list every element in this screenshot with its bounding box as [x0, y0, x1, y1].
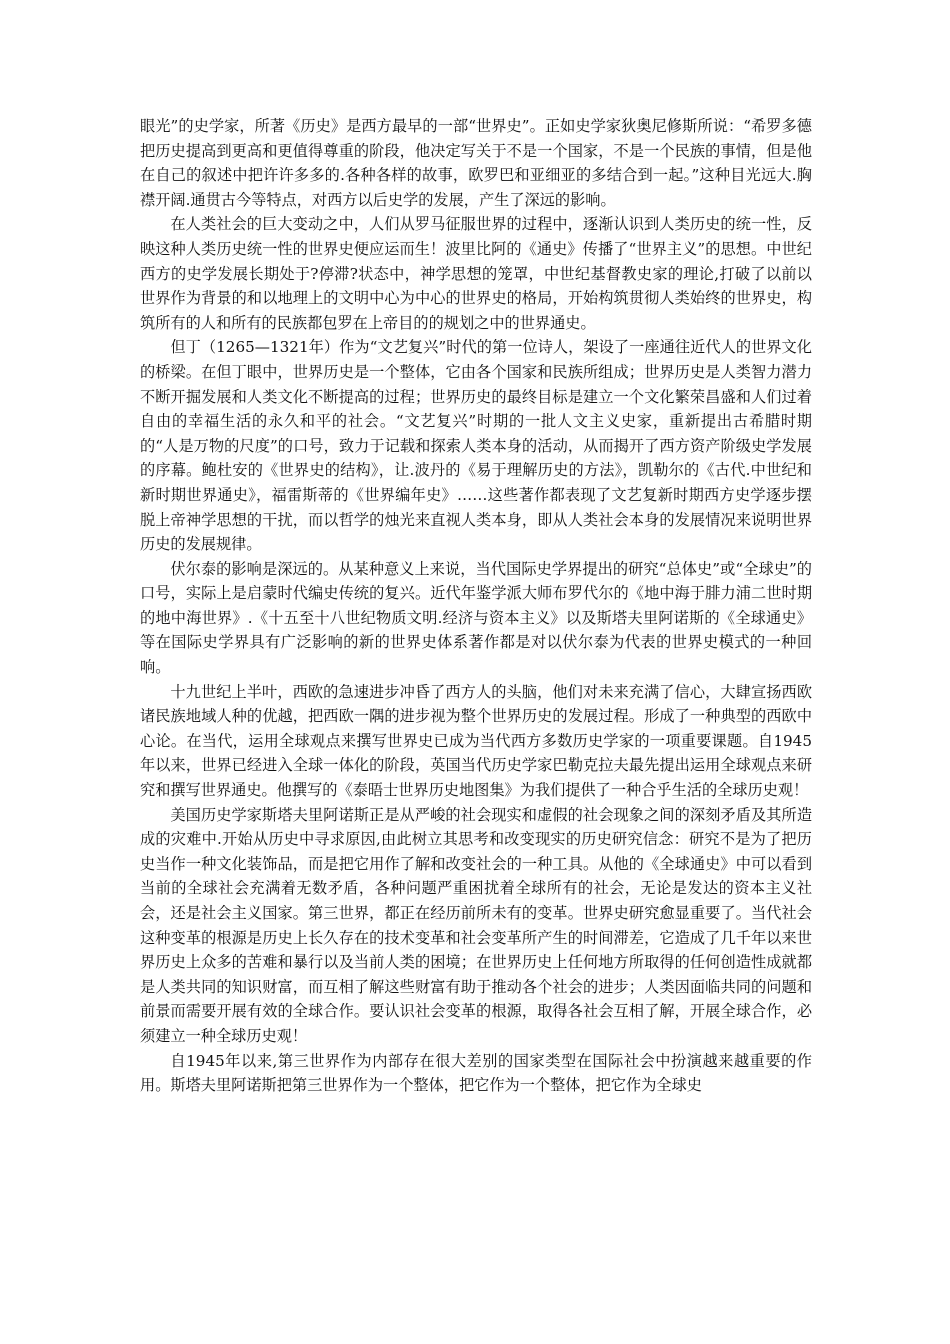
paragraph-nineteenth-century: 十九世纪上半叶，西欧的急速进步冲昏了西方人的头脑，他们对未来充满了信心，大肆宣扬西欧诸民族地域人种的优越，把西欧一隅的进步视为整个世界历史的发展过程。形成了一种典型的西欧中心论。在当代，运用全球观点来撰写世界史已成为当代西方多数历史学家的一项重要课题。自1945年以来，世界已经进入全球一体化的阶段，英国当代历史学家巴勒克拉夫最先提出运用全球观点来研究和撰写世界通史。他撰写的《泰晤士世界历史地图集》为我们提供了一种合乎生活的全球历史观！ — [140, 682, 812, 800]
document-body — [140, 114, 812, 1098]
paragraph-voltaire-influence: 伏尔泰的影响是深远的。从某种意义上来说，当代国际史学界提出的研究“总体史”或“全球史”的口号，实际上是启蒙时代编史传统的复兴。近代年鉴学派大师布罗代尔的《地中海于腓力浦二世时期的地中海世界》.《十五至十八世纪物质文明.经济与资本主义》以及斯塔夫里阿诺斯的《全球通史》等在国际史学界具有广泛影响的新的世界史体系著作都是对以伏尔泰为代表的世界史模式的一种回响。 — [140, 559, 812, 677]
paragraph-continuation: 眼光”的史学家，所著《历史》是西方最早的一部“世界史”。正如史学家狄奥尼修斯所说：“希罗多德把历史提高到更高和更值得尊重的阶段，他决定写关于不是一个国家，不是一个民族的事情，但是他在自己的叙述中把许许多多的.各种各样的故事，欧罗巴和亚细亚的多结合到一起。”这种目光远大.胸襟开阔.通贯古今等特点，对西方以后史学的发展，产生了深远的影响。 — [140, 117, 812, 209]
paragraph-dante-renaissance: 但丁（1265—1321年）作为“文艺复兴”时代的第一位诗人，架设了一座通往近代人的世界文化的桥梁。在但丁眼中，世界历史是一个整体，它由各个国家和民族所组成；世界历史是人类智力潜力不断开掘发展和人类文化不断提高的过程；世界历史的最终目标是建立一个文化繁荣昌盛和人们过着自由的幸福生活的永久和平的社会。“文艺复兴”时期的一批人文主义史家，重新提出古希腊时期的“人是万物的尺度”的口号，致力于记载和探索人类本身的活动，从而揭开了西方资产阶级史学发展的序幕。鲍杜安的《世界史的结构》，让.波丹的《易于理解历史的方法》，凯勒尔的《古代.中世纪和新时期世界通史》，福雷斯蒂的《世界编年史》……这些著作都表现了文艺复新时期西方史学逐步摆脱上帝神学思想的干扰，而以哲学的烛光来直视人类本身，即从人类社会本身的发展情况来说明世界历史的发展规律。 — [140, 338, 812, 554]
paragraph-stavrianos: 美国历史学家斯塔夫里阿诺斯正是从严峻的社会现实和虚假的社会现象之间的深刻矛盾及其所造成的灾难中.开始从历史中寻求原因,由此树立其思考和改变现实的历史研究信念：研究不是为了把历史当作一种文化装饰品，而是把它用作了解和改变社会的一种工具。从他的《全球通史》中可以看到当前的全球社会充满着无数矛盾，各种问题严重困扰着全球所有的社会，无论是发达的资本主义社会，还是社会主义国家。第三世界，都正在经历前所未有的变革。世界史研究愈显重要了。当代社会这种变革的根源是历史上长久存在的技术变革和社会变革所产生的时间滞差，它造成了几千年以来世界历史上众多的苦难和暴行以及当前人类的困境；在世界历史上任何地方所取得的任何创造性成就都是人类共同的知识财富，而互相了解这些财富有助于推动各个社会的进步；人类因面临共同的问题和前景而需要开展有效的全球合作。要认识社会变革的根源，取得各社会互相了解，开展全球合作，必须建立一种全球历史观！ — [140, 805, 812, 1045]
paragraph-roman-world-history: 在人类社会的巨大变动之中，人们从罗马征服世界的过程中，逐渐认识到人类历史的统一性，反映这种人类历史统一性的世界史便应运而生！波里比阿的《通史》传播了“世界主义”的思想。中世纪西方的史学发展长期处于?停滞?状态中，神学思想的笼罩，中世纪基督教史家的理论,打破了以前以世界作为背景的和以地理上的文明中心为中心的世界史的格局，开始构筑贯彻人类始终的世界史，构筑所有的人和所有的民族都包罗在上帝目的的规划之中的世界通史。 — [140, 215, 812, 332]
paragraph-third-world: 自1945年以来,第三世界作为内部存在很大差别的国家类型在国际社会中扮演越来越重要的作用。斯塔夫里阿诺斯把第三世界作为一个整体，把它作为一个整体，把它作为全球史 — [140, 1051, 812, 1095]
